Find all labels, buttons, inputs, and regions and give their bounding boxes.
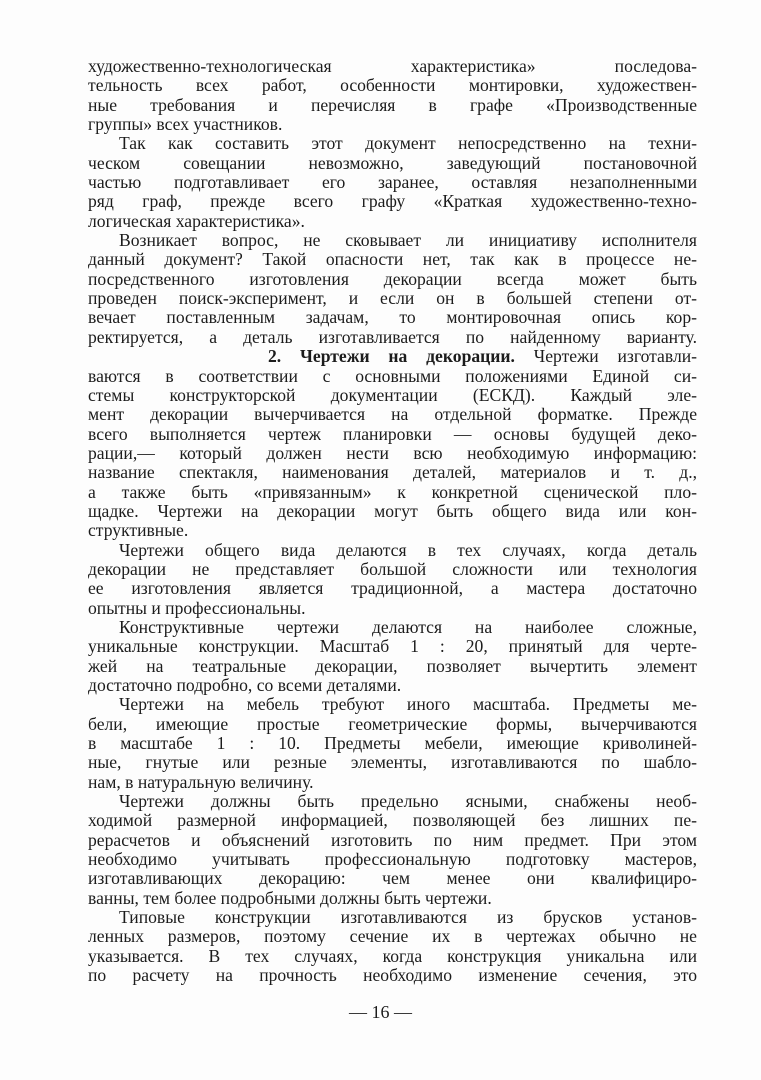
line-text: в масштабе 1 : 10. Предметы мебели, имеющие криволиней- bbox=[88, 733, 697, 754]
line-text: название спектакля, наименования деталей, материалов и т. д., bbox=[88, 462, 697, 483]
line-text: необходимо учитывать профессиональную подготовку мастеров, bbox=[88, 849, 697, 870]
line-text: Чертежи на мебель требуют иного масштаба. Предметы ме- bbox=[119, 694, 697, 715]
text-line bbox=[88, 966, 697, 985]
text-line bbox=[88, 328, 697, 347]
text-line bbox=[88, 444, 697, 463]
line-text: щадке. Чертежи на декорации могут быть общего вида или кон- bbox=[88, 500, 697, 521]
text-line bbox=[88, 869, 697, 888]
line-text: Чертежи должны быть предельно ясными, снабжены необ- bbox=[119, 791, 697, 812]
line-text: уникальные конструкции. Масштаб 1 : 20, принятый для черте- bbox=[88, 636, 697, 657]
text-line bbox=[88, 541, 697, 560]
line-text: проведен поиск-эксперимент, и если он в большей степени от- bbox=[88, 288, 697, 309]
line-text: Чертежи общего вида делаются в тех случаях, когда деталь bbox=[119, 539, 697, 560]
text-line bbox=[88, 270, 697, 289]
line-text: нам, в натуральную величину. bbox=[88, 771, 314, 792]
text-line bbox=[88, 560, 697, 579]
text-line bbox=[88, 115, 697, 134]
line-text: ческом совещании невозможно, заведующий постановочной bbox=[88, 152, 697, 173]
text-line bbox=[88, 250, 697, 269]
line-text: ванны, тем более подробными должны быть чертежи. bbox=[88, 887, 492, 908]
text-line bbox=[88, 850, 697, 869]
text-line bbox=[88, 676, 697, 695]
text-line bbox=[88, 57, 697, 76]
line-text: по расчету на прочность необходимо изменение сечения, это bbox=[88, 965, 697, 986]
line-text: ные, гнутые или резные элементы, изготавливаются по шабло- bbox=[88, 752, 697, 773]
text-line bbox=[88, 231, 697, 250]
text-line bbox=[88, 483, 697, 502]
text-line bbox=[88, 753, 697, 772]
line-text: указывается. В тех случаях, когда конструкция уникальна или bbox=[88, 945, 697, 966]
text-line bbox=[88, 425, 697, 444]
line-text: ее изготовления является традиционной, а мастера достаточно bbox=[88, 578, 697, 599]
text-line bbox=[88, 463, 697, 482]
line-text: частью подготавливает его заранее, оставляя незаполненными bbox=[88, 172, 697, 193]
text-line bbox=[88, 618, 697, 637]
text-line bbox=[88, 831, 697, 850]
line-text: ленных размеров, поэтому сечение их в чертежах обычно не bbox=[88, 926, 697, 947]
text-line bbox=[88, 715, 697, 734]
line-text: художественно-технологическая характеристика» последова- bbox=[88, 56, 697, 76]
line-text: а также быть «привязанным» к конкретной сценической пло- bbox=[88, 481, 697, 502]
line-text: логическая характеристика». bbox=[88, 210, 305, 231]
body-text bbox=[88, 57, 697, 986]
line-text: вечает поставленным задачам, то монтировочная опись кор- bbox=[88, 307, 697, 328]
text-line bbox=[88, 908, 697, 927]
line-text: ректируется, а деталь изготавливается по найденному варианту. bbox=[88, 326, 697, 347]
text-line bbox=[88, 367, 697, 386]
text-line bbox=[88, 134, 697, 153]
text-line bbox=[88, 734, 697, 753]
line-text: декорации не представляет большой сложности или технология bbox=[88, 558, 697, 579]
line-text: Чертежи изготавли- bbox=[514, 346, 697, 367]
line-text: группы» всех участников. bbox=[88, 114, 283, 135]
line-text: изготавливающих декорацию: чем менее они квалифициро- bbox=[88, 868, 697, 889]
text-line bbox=[88, 889, 697, 908]
line-text: Возникает вопрос, не сковывает ли инициативу исполнителя bbox=[119, 230, 697, 251]
line-text: посредственного изготовления декорации всегда может быть bbox=[88, 268, 697, 289]
line-text: Типовые конструкции изготавливаются из брусков установ- bbox=[119, 907, 697, 928]
line-text: стемы конструкторской документации (ЕСКД). Каждый эле- bbox=[88, 384, 697, 405]
page-number: — 16 — bbox=[349, 1002, 412, 1022]
section-heading-line bbox=[88, 347, 697, 366]
text-line bbox=[88, 154, 697, 173]
text-line bbox=[88, 521, 697, 540]
text-line bbox=[88, 405, 697, 424]
text-line bbox=[88, 192, 697, 211]
text-line bbox=[88, 811, 697, 830]
line-text: опытны и профессиональны. bbox=[88, 597, 306, 618]
line-text: ряд граф, прежде всего графу «Краткая художественно-техно- bbox=[88, 191, 697, 212]
text-line bbox=[88, 927, 697, 946]
line-text: тельность всех работ, особенности монтировки, художествен- bbox=[88, 75, 697, 96]
line-text: ные требования и перечисляя в графе «Производственные bbox=[88, 94, 697, 115]
line-text: ходимой размерной информацией, позволяющей без лишних пе- bbox=[88, 810, 697, 831]
line-text: Конструктивные чертежи делаются на наиболее сложные, bbox=[119, 616, 697, 637]
line-text: жей на театральные декорации, позволяет вычертить элемент bbox=[88, 655, 697, 676]
text-line bbox=[88, 96, 697, 115]
text-line bbox=[88, 773, 697, 792]
text-line bbox=[88, 502, 697, 521]
text-line bbox=[88, 289, 697, 308]
line-text: всего выполняется чертеж планировки — основы будущей деко- bbox=[88, 423, 697, 444]
line-text: мент декорации вычерчивается на отдельной форматке. Прежде bbox=[88, 404, 697, 425]
text-line bbox=[88, 599, 697, 618]
line-text: бели, имеющие простые геометрические формы, вычерчиваются bbox=[88, 713, 697, 734]
text-line bbox=[88, 579, 697, 598]
text-line bbox=[88, 947, 697, 966]
text-line bbox=[88, 386, 697, 405]
text-line bbox=[88, 695, 697, 714]
text-line bbox=[88, 792, 697, 811]
line-text: рерасчетов и объяснений изготовить по ним предмет. При этом bbox=[88, 829, 697, 850]
line-text: структивные. bbox=[88, 520, 189, 541]
line-text: данный документ? Такой опасности нет, так как в процессе не- bbox=[88, 249, 697, 270]
line-text: ваются в соответствии с основными положениями Единой си- bbox=[88, 365, 697, 386]
text-line bbox=[88, 173, 697, 192]
text-line bbox=[88, 308, 697, 327]
line-text: Так как составить этот документ непосредственно на техни- bbox=[119, 133, 697, 154]
text-line bbox=[88, 76, 697, 95]
line-text: рации,— который должен нести всю необходимую информацию: bbox=[88, 442, 697, 463]
text-line bbox=[88, 637, 697, 656]
section-heading: 2. Чертежи на декорации. bbox=[268, 346, 515, 367]
text-line bbox=[88, 657, 697, 676]
text-line bbox=[88, 212, 697, 231]
line-text: достаточно подробно, со всеми деталями. bbox=[88, 675, 402, 695]
